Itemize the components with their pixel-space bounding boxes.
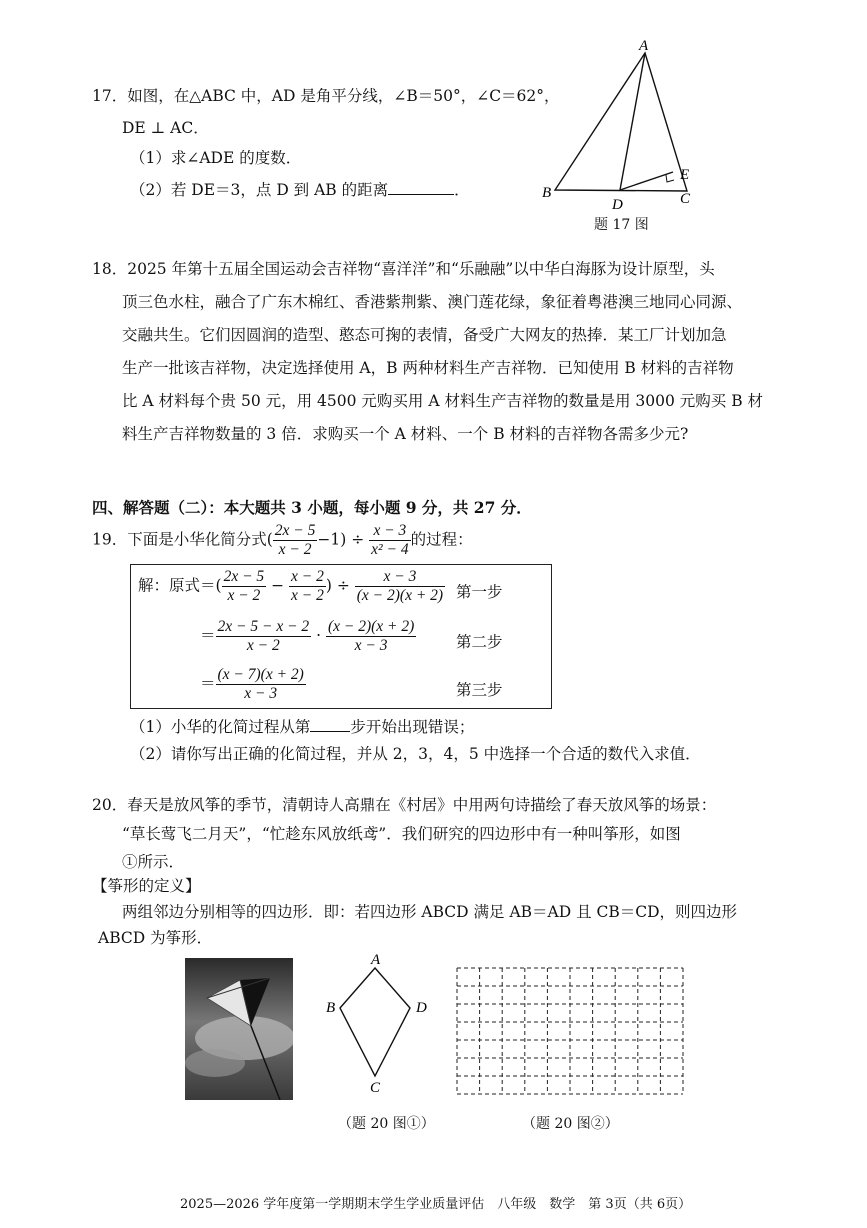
q17-sub2-text: （2）若 DE＝3，点 D 到 AB 的距离 [130, 181, 389, 199]
q18-line1: 18．2025 年第十五届全国运动会吉祥物“喜洋洋”和“乐融融”以中华白海豚为设计原型，头 [92, 260, 715, 278]
kite-definition-line2: ABCD 为筝形． [98, 929, 213, 947]
dashed-grid [455, 966, 685, 1096]
q17-triangle-figure [530, 35, 710, 215]
step1-label: 第一步 [456, 583, 503, 601]
q20-figure1-caption: （题 20 图①） [338, 1116, 435, 1132]
frac-num: (x − 7)(x + 2) [217, 666, 304, 683]
frac [355, 568, 445, 605]
label-c: C [370, 1080, 381, 1096]
solution-label: 解：原式＝ [138, 576, 216, 595]
frac-num: x − 2 [291, 568, 324, 585]
section4-title: 四、解答题（二）：本大题共 3 小题，每小题 9 分，共 27 分． [92, 498, 532, 517]
kite-diagram [320, 950, 430, 1100]
q17-sub2-end: ． [454, 181, 470, 199]
frac-num: 2x − 5 [274, 522, 316, 539]
frac [326, 618, 416, 655]
q19-frac2 [369, 522, 411, 559]
frac-den: x − 2 [227, 587, 261, 604]
q17-line1: 17．如图，在△ABC 中，AD 是角平分线，∠B＝50°，∠C＝62°， [92, 87, 560, 105]
q17-sub2 [130, 178, 470, 200]
frac [222, 568, 267, 605]
q17-sub1: （1）求∠ADE 的度数． [130, 149, 302, 167]
triangle-abc [555, 53, 690, 191]
q18-line6: 料生产吉祥物数量的 3 倍．求购买一个 A 材料、一个 B 材料的吉祥物各需多少元? [122, 425, 689, 443]
frac-den: x − 2 [278, 541, 312, 558]
frac-num: x − 3 [369, 522, 411, 541]
q19-sub2: （2）请你写出正确的化简过程，并从 2，3，4，5 中选择一个合适的数代入求值． [130, 745, 701, 763]
label-d: D [612, 197, 623, 213]
step2-label: 第二步 [456, 633, 503, 651]
q20-line3: ①所示． [122, 853, 185, 871]
frac-den: (x − 2)(x + 2) [356, 587, 444, 604]
frac-num: (x − 2)(x + 2) [327, 618, 415, 635]
frac [216, 666, 306, 703]
q19-step2-expr: ＝ $\frac{2x - 5 - x - 2}{x - 2}$ · $\frac{(x - 2)(x + 2)}{x - 3}$ [200, 618, 415, 654]
label-a: A [371, 952, 381, 968]
q19-answer-blank[interactable] [310, 731, 350, 732]
frac-num: 2x − 5 − x − 2 [217, 618, 310, 635]
frac [289, 568, 326, 605]
kite-photo [185, 958, 293, 1100]
q20-line1: 20．春天是放风筝的季节，清朝诗人高鼎在《村居》中用两句诗描绘了春天放风筝的场景： [92, 796, 717, 814]
q19-sub1 [130, 715, 474, 737]
q20-line2: “草长莺飞二月天”，“忙趁东风放纸鸢”．我们研究的四边形中有一种叫筝形，如图 [122, 825, 681, 843]
label-d: D [416, 1000, 427, 1016]
page-footer: 2025—2026 学年度第一学期期末学生学业质量评估 八年级 数学 第 3页（共 6页） [180, 1197, 692, 1212]
q19-intro: 19．下面是小华化简分式( $\frac{2x - 5}{x - 2}$ −1) ÷ $\frac{x - 3}{\text{x² − 4}}$ 的过程： [92, 522, 473, 558]
q19-sub1-end: 步开始出现错误； [350, 718, 475, 736]
q17-line2: DE ⊥ AC． [122, 119, 209, 137]
frac-den: x − 2 [291, 587, 324, 604]
frac-den: x − 3 [244, 685, 278, 702]
label-b: B [542, 185, 552, 201]
q19-intro-end: 的过程： [410, 530, 473, 549]
q17-answer-blank[interactable] [388, 194, 454, 195]
photo-cloud [185, 1049, 245, 1077]
label-e: E [680, 167, 690, 183]
frac-num: 2x − 5 [223, 568, 265, 585]
kite-quadrilateral [340, 968, 410, 1076]
kite-definition-title: 【筝形的定义】 [92, 877, 201, 895]
q19-minus-one: −1) [317, 530, 347, 549]
q19-frac1 [273, 522, 318, 559]
segment-ad [620, 53, 645, 190]
label-b: B [326, 1000, 336, 1016]
segment-de [620, 172, 673, 190]
q18-line2: 顶三色水柱，融合了广东木棉红、香港紫荆紫、澳门莲花绿，象征着粤港澳三地同心同源、 [122, 293, 743, 311]
frac-den: x² − 4 [371, 541, 409, 558]
frac-den: x − 2 [246, 637, 280, 654]
label-a: A [639, 38, 649, 54]
q19-step3-expr: ＝ $\frac{(x - 7)(x + 2)}{x - 3}$ [200, 666, 304, 702]
q19-step1-expr: 解：原式＝( $\frac{2x - 5}{x - 2}$ − $\frac{x - 2}{x - 2}$ ) ÷ $\frac{x - 3}{(x - 2)(x + 2)}$ [138, 568, 444, 604]
step3-label: 第三步 [456, 681, 503, 699]
q17-figure-caption: 题 17 图 [594, 217, 649, 233]
label-c: C [680, 191, 691, 207]
frac-num: x − 3 [355, 568, 445, 587]
right-angle-mark [666, 175, 674, 182]
frac [216, 618, 312, 655]
q18-line5: 比 A 材料每个贵 50 元，用 4500 元购买用 A 材料生产吉祥物的数量是用 3000 元购买 B 材 [122, 392, 764, 410]
kite-definition-line1: 两组邻边分别相等的四边形．即：若四边形 ABCD 满足 AB＝AD 且 CB＝CD，则四边形 [122, 903, 738, 921]
q19-intro-text: 19．下面是小华化简分式 [92, 530, 267, 549]
q19-sub1-text: （1）小华的化简过程从第 [130, 718, 311, 736]
frac-den: x − 3 [354, 637, 388, 654]
q20-figure2-caption: （题 20 图②） [522, 1116, 619, 1132]
q18-line4: 生产一批该吉祥物，决定选择使用 A，B 两种材料生产吉祥物．已知使用 B 材料的吉祥物 [122, 359, 734, 377]
q18-line3: 交融共生。它们因圆润的造型、憨态可掬的表情，备受广大网友的热捧．某工厂计划加急 [122, 326, 727, 344]
